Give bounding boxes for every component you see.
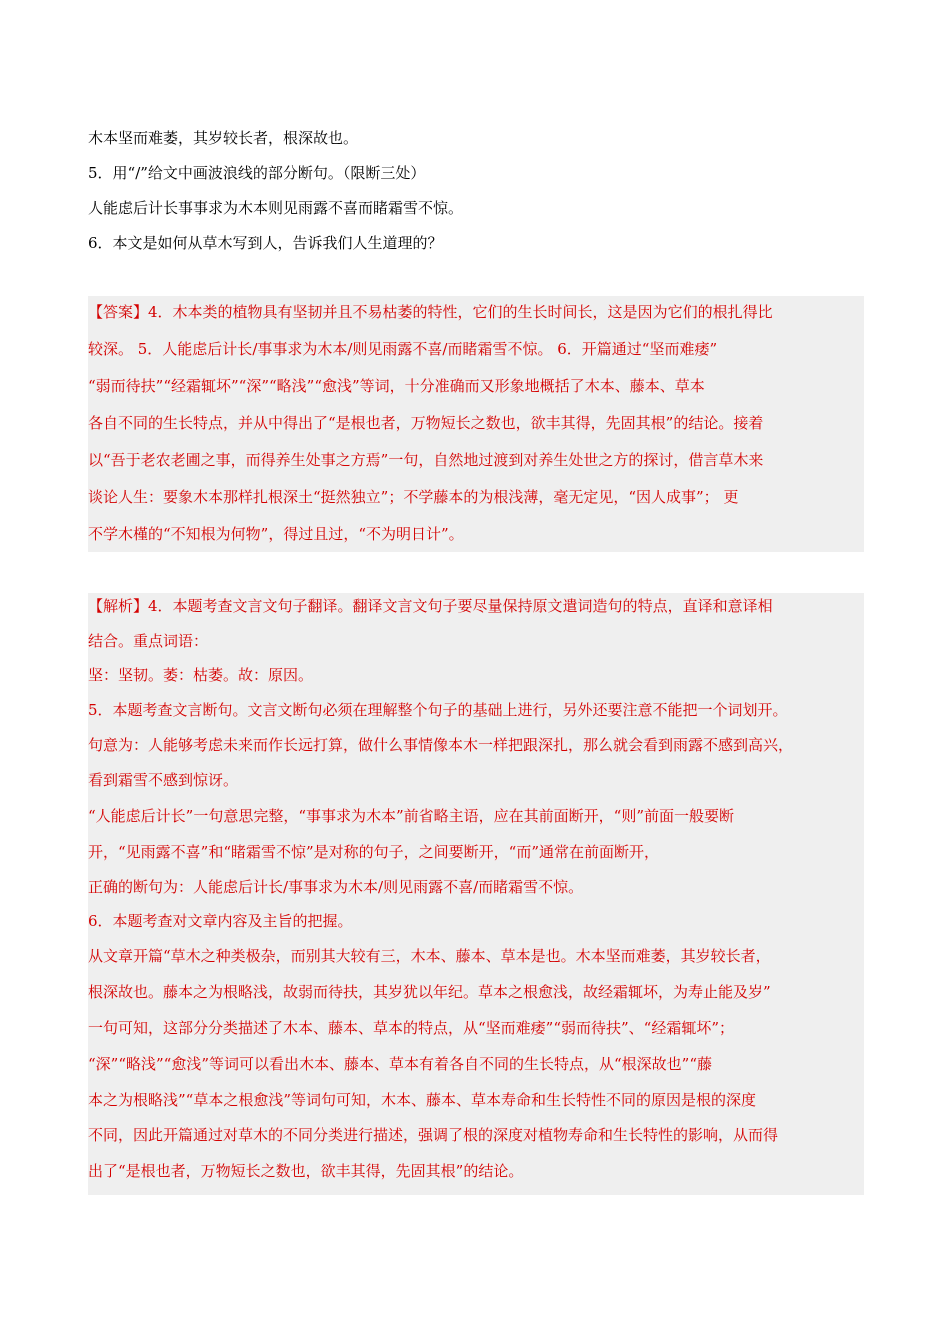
answer-line: 各自不同的生长特点，并从中得出了“是根也者，万物短长之数也，欲丰其得，先固其根”的结论。接着	[88, 414, 764, 432]
analysis-line: 正确的断句为：人能虑后计长/事事求为木本/则见雨露不喜/而睹霜雪不惊。	[88, 878, 584, 896]
analysis-line: 坚：坚韧。萎：枯萎。故：原因。	[88, 666, 314, 684]
analysis-line: “深”“略浅”“愈浅”等词可以看出木本、藤本、草本有着各自不同的生长特点，从“根深故也”“藤	[88, 1055, 713, 1073]
answer-line: 以“吾于老农老圃之事，而得养生处事之方焉”一句，自然地过渡到对养生处世之方的探讨，借言草木来	[88, 451, 764, 469]
analysis-line: 不同，因此开篇通过对草木的不同分类进行描述，强调了根的深度对植物寿命和生长特性的影响，从而得	[88, 1126, 779, 1144]
question-text-line: 木本坚而难萎，其岁较长者，根深故也。	[88, 129, 359, 147]
analysis-line: 本之为根略浅”“草本之根愈浅”等词句可知，木本、藤本、草本寿命和生长特性不同的原因是根的深度	[88, 1091, 757, 1109]
question-5-passage: 人能虑后计长事事求为木本则见雨露不喜而睹霜雪不惊。	[88, 199, 464, 217]
analysis-line: 开，“见雨露不喜”和“睹霜雪不惊”是对称的句子，之间要断开，“而”通常在前面断开，	[88, 843, 660, 861]
analysis-line: 结合。重点词语：	[88, 632, 209, 650]
analysis-line: 看到霜雪不感到惊讶。	[88, 771, 239, 789]
analysis-line: 句意为：人能够考虑未来而作长远打算，做什么事情像本木一样把跟深扎，那么就会看到雨露不感到高兴，	[88, 736, 794, 754]
analysis-line: 一句可知，这部分分类描述了木本、藤本、草本的特点，从“坚而难痿”“弱而待扶”、“经霜辄坏”；	[88, 1019, 735, 1037]
analysis-line: 6．本题考查对文章内容及主旨的把握。	[88, 912, 353, 930]
analysis-line: 【解析】4．本题考查文言文句子翻译。翻译文言文句子要尽量保持原文遣词造句的特点，直译和意译相	[88, 597, 773, 615]
question-6: 6．本文是如何从草木写到人，告诉我们人生道理的？	[88, 234, 443, 252]
analysis-line: 出了“是根也者，万物短长之数也，欲丰其得，先固其根”的结论。	[88, 1162, 524, 1180]
analysis-line: 根深故也。藤本之为根略浅，故弱而待扶，其岁犹以年纪。草本之根愈浅，故经霜辄坏，为寿止能及岁”	[88, 983, 771, 1001]
analysis-line: 从文章开篇“草木之种类极杂，而别其大较有三，木本、藤本、草本是也。木本坚而难萎，其岁较长者，	[88, 947, 771, 965]
answer-block	[88, 296, 864, 552]
answer-line: “弱而待扶”“经霜辄坏”“深”“略浅”“愈浅”等词，十分准确而又形象地概括了木本、藤本、草本	[88, 377, 705, 395]
answer-line: 不学木槿的“不知根为何物”，得过且过，“不为明日计”。	[88, 525, 464, 543]
question-5: 5．用“/”给文中画波浪线的部分断句。（限断三处）	[88, 164, 426, 182]
analysis-tag: 【解析】	[88, 597, 149, 615]
answer-tag: 【答案】	[88, 303, 149, 321]
answer-line: 谈论人生：要象木本那样扎根深土“挺然独立”；不学藤本的为根浅薄，毫无定见，“因人成事”； 更	[88, 488, 739, 506]
analysis-line: 5．本题考查文言断句。文言文断句必须在理解整个句子的基础上进行，另外还要注意不能把一个词划开。	[88, 701, 788, 719]
analysis-block	[88, 593, 864, 1195]
answer-line: 【答案】4．木本类的植物具有坚韧并且不易枯萎的特性，它们的生长时间长，这是因为它们的根扎得比	[88, 303, 773, 321]
analysis-line: “人能虑后计长”一句意思完整，“事事求为木本”前省略主语，应在其前面断开，“则”前面一般要断	[88, 807, 735, 825]
answer-line: 较深。 5．人能虑后计长/事事求为木本/则见雨露不喜/而睹霜雪不惊。 6．开篇通过“坚而难痿”	[88, 340, 718, 358]
